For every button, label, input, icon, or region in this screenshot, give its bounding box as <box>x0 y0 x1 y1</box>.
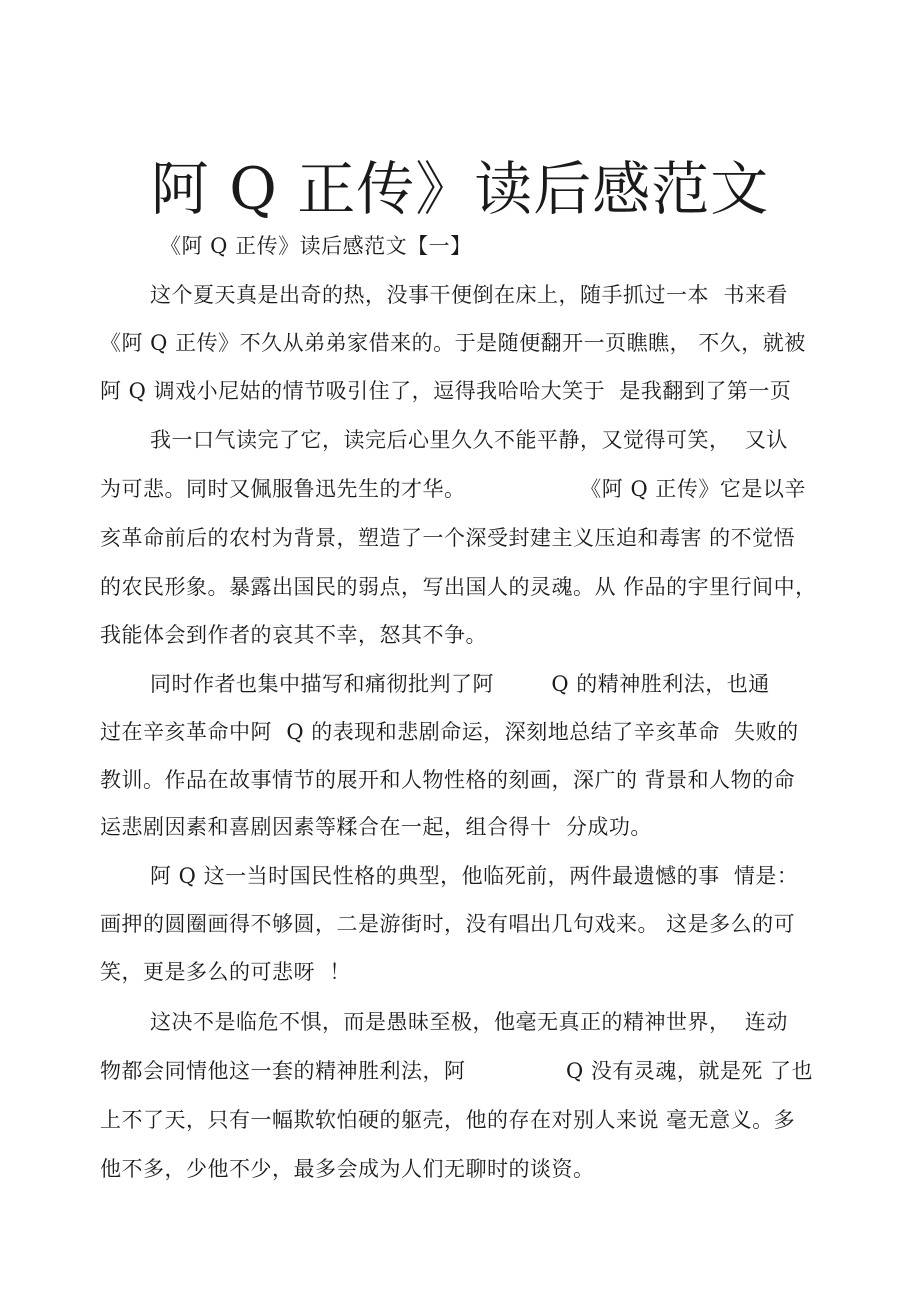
section-heading: 《阿 Q 正传》读后感范文【一】 <box>160 234 472 258</box>
paragraph-line: 教训。作品在故事情节的展开和人物性格的刻画，深广的 背景和人物的命 <box>100 768 796 792</box>
paragraph-line: 他不多，少他不少，最多会成为人们无聊时的谈资。 <box>100 1157 595 1181</box>
paragraph-line: 上不了天，只有一幅欺软怕硬的躯壳，他的存在对别人来说 毫无意义。多 <box>100 1108 796 1132</box>
paragraph-line: 阿 Q 调戏小尼姑的情节吸引住了，逗得我哈哈大笑于 是我翻到了第一页 <box>100 379 792 403</box>
paragraph-line: 过在辛亥革命中阿 Q 的表现和悲剧命运，深刻地总结了辛亥革命 失败的 <box>100 720 799 744</box>
paragraph-line: 同时作者也集中描写和痛彻批判了阿 Q 的精神胜利法，也通 <box>150 672 770 696</box>
paragraph-line: 画押的圆圈画得不够圆，二是游街时，没有唱出几句戏来。 这是多么的可 <box>100 912 796 936</box>
paragraph-line: 这个夏天真是出奇的热，没事干便倒在床上，随手抓过一本 书来看 <box>150 283 788 307</box>
paragraph-line: 笑，更是多么的可悲呀 ！ <box>100 960 351 984</box>
paragraph-line: 我能体会到作者的哀其不幸，怒其不争。 <box>100 623 487 647</box>
paragraph-line: 物都会同情他这一套的精神胜利法，阿 Q 没有灵魂，就是死 了也 <box>100 1059 814 1083</box>
document-title: 阿 Q 正传》读后感范文 <box>150 154 770 223</box>
paragraph-line: 这决不是临危不惧，而是愚昧至极，他毫无真正的精神世界， 连动 <box>150 1010 788 1034</box>
paragraph-line: 亥革命前后的农村为背景，塑造了一个深受封建主义压迫和毒害 的不觉悟 <box>100 526 796 550</box>
paragraph-line: 《阿 Q 正传》不久从弟弟家借来的。于是随便翻开一页瞧瞧， 不久，就被 <box>100 331 806 355</box>
paragraph-line: 我一口气读完了它，读完后心里久久不能平静，又觉得可笑， 又认 <box>150 428 788 452</box>
paragraph-line: 阿 Q 这一当时国民性格的典型，他临死前，两件最遗憾的事 情是： <box>150 864 799 888</box>
paragraph-line: 为可悲。同时又佩服鲁迅先生的才华。 《阿 Q 正传》它是以辛 <box>100 477 806 501</box>
paragraph-line: 运悲剧因素和喜剧因素等糅合在一起，组合得十 分成功。 <box>100 815 652 839</box>
paragraph-line: 的农民形象。暴露出国民的弱点，写出国人的灵魂。从 作品的宇里行间中， <box>100 575 817 599</box>
